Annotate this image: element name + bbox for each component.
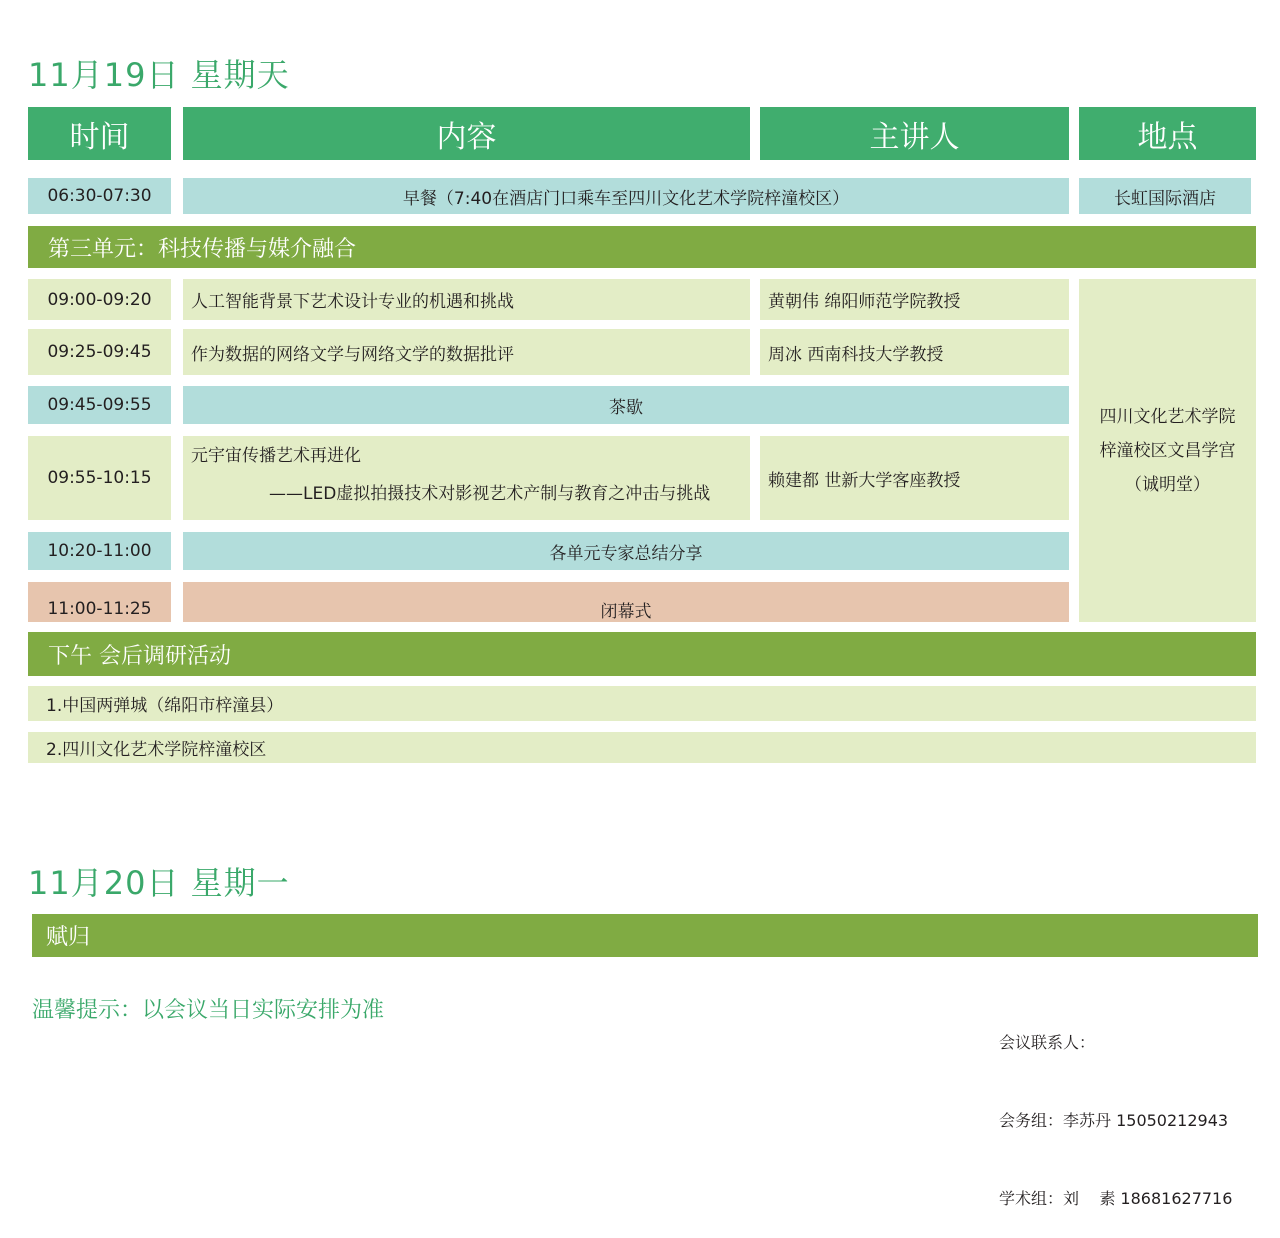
- contacts-block: [999, 978, 1232, 1238]
- row1-time: 09:00-09:20: [28, 279, 171, 320]
- afternoon-title: 下午 会后调研活动: [28, 632, 1256, 676]
- unit3-venue: [1079, 279, 1256, 622]
- row4-time: 09:55-10:15: [28, 436, 171, 520]
- row4-content-title: 元宇宙传播艺术再进化: [191, 446, 361, 466]
- venue-line-2: 梓潼校区文昌学宫: [1099, 440, 1236, 461]
- row5-content: 各单元专家总结分享: [183, 532, 1069, 570]
- row6-time: 11:00-11:25: [28, 582, 171, 622]
- contact-line-1: 会务组：李苏丹 15050212943: [999, 1111, 1229, 1130]
- row2-time: 09:25-09:45: [28, 329, 171, 375]
- row6-content: 闭幕式: [183, 582, 1069, 622]
- contacts-title: 会议联系人：: [999, 1033, 1096, 1052]
- row4-content-subtitle: ——LED虚拟拍摄技术对影视艺术产制与教育之冲击与挑战: [269, 484, 711, 504]
- header-time: 时间: [28, 107, 171, 160]
- header-speaker: 主讲人: [760, 107, 1069, 160]
- breakfast-venue: 长虹国际酒店: [1079, 178, 1251, 214]
- row3-time: 09:45-09:55: [28, 386, 171, 424]
- afternoon-item-2: 2.四川文化艺术学院梓潼校区: [28, 732, 1256, 763]
- row2-content: 作为数据的网络文学与网络文学的数据批评: [183, 329, 750, 375]
- header-venue: 地点: [1079, 107, 1256, 160]
- notice-text: 温馨提示：以会议当日实际安排为准: [32, 998, 385, 1023]
- afternoon-item-1: 1.中国两弹城（绵阳市梓潼县）: [28, 686, 1256, 721]
- contact-line-2: 学术组：刘 素 18681627716: [999, 1189, 1233, 1208]
- venue-line-1: 四川文化艺术学院: [1099, 406, 1236, 427]
- unit3-title: 第三单元：科技传播与媒介融合: [28, 226, 1256, 268]
- row5-time: 10:20-11:00: [28, 532, 171, 570]
- row4-speaker: 赖建都 世新大学客座教授: [760, 436, 1069, 520]
- row2-speaker: 周冰 西南科技大学教授: [760, 329, 1069, 375]
- day1-title: 11月19日 星期天: [28, 56, 290, 94]
- header-content: 内容: [183, 107, 750, 160]
- day2-item: 赋归: [32, 914, 1258, 957]
- day2-title: 11月20日 星期一: [28, 864, 290, 902]
- breakfast-content: 早餐（7:40在酒店门口乘车至四川文化艺术学院梓潼校区）: [183, 178, 1069, 214]
- row1-content: 人工智能背景下艺术设计专业的机遇和挑战: [183, 279, 750, 320]
- venue-line-3: （诚明堂）: [1125, 474, 1210, 495]
- row1-speaker: 黄朝伟 绵阳师范学院教授: [760, 279, 1069, 320]
- row4-content: [183, 436, 750, 520]
- breakfast-time: 06:30-07:30: [28, 178, 171, 214]
- row3-content: 茶歇: [183, 386, 1069, 424]
